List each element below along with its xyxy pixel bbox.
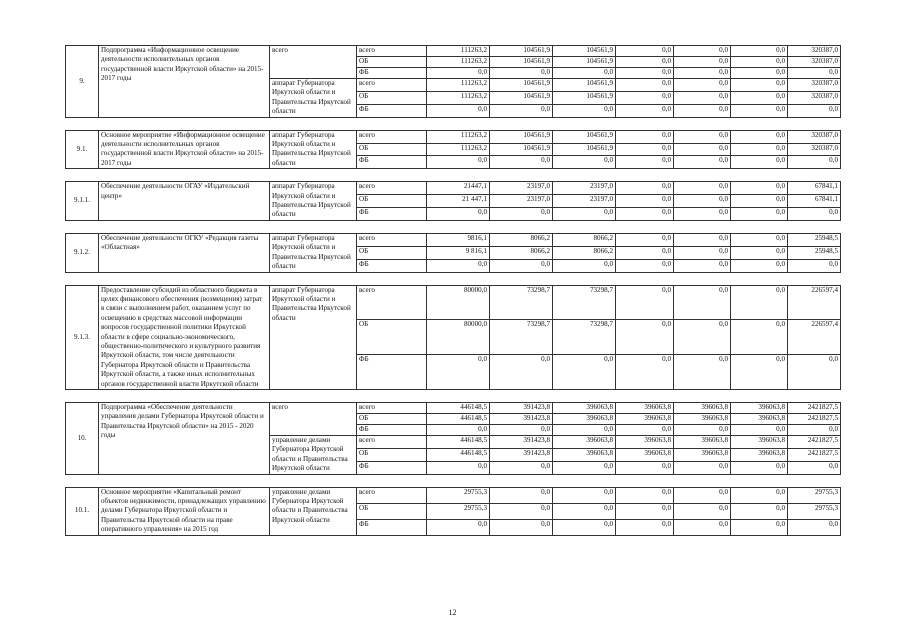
value-cell: 391423,8 (490, 413, 553, 424)
value-cell: 0,0 (731, 57, 788, 68)
value-cell: 0,0 (616, 461, 674, 474)
value-cell: 0,0 (490, 68, 553, 79)
value-cell: 0,0 (788, 104, 841, 117)
value-cell: 0,0 (616, 68, 674, 79)
value-cell: 0,0 (674, 355, 731, 390)
value-cell: 0,0 (490, 156, 553, 169)
separator-cell (66, 117, 841, 130)
value-cell: 0,0 (616, 208, 674, 221)
executor-cell: всего (270, 46, 357, 79)
value-cell: 0,0 (674, 57, 731, 68)
value-cell: 0,0 (616, 320, 674, 355)
value-cell: 0,0 (731, 233, 788, 246)
value-cell: 446148,5 (427, 413, 490, 424)
value-cell: 0,0 (731, 246, 788, 259)
value-cell: 320387,0 (788, 91, 841, 104)
value-cell: 0,0 (616, 57, 674, 68)
program-name: Подпрограмма «Обеспечение деятельности управления делами Губернатора Иркутской области и Правительства Иркутской области» на 2015 - 2020 годы (99, 402, 270, 474)
value-cell: 0,0 (553, 104, 616, 117)
value-cell: 0,0 (674, 91, 731, 104)
funding-source-cell: всего (357, 402, 427, 413)
funding-source-cell: всего (357, 285, 427, 320)
executor-cell: всего (270, 402, 357, 435)
value-cell: 396063,8 (731, 402, 788, 413)
value-cell: 0,0 (731, 143, 788, 156)
value-cell: 0,0 (490, 208, 553, 221)
funding-source-cell: ОБ (357, 143, 427, 156)
value-cell: 0,0 (674, 487, 731, 503)
executor-cell: аппарат Губернатора Иркутской области и Правительства Иркутской области (270, 182, 357, 221)
program-name: Основное мероприятие «Капитальный ремонт объектов недвижимости, принадлежащих управлению делами Губернатора Иркутской области и Правительства Иркутской области на праве оперативного управления» на 2015 год (99, 487, 270, 535)
value-cell: 0,0 (616, 195, 674, 208)
value-cell: 80000,0 (427, 320, 490, 355)
value-cell: 104561,9 (490, 79, 553, 92)
value-cell: 0,0 (553, 156, 616, 169)
value-cell: 8066,2 (553, 233, 616, 246)
value-cell: 0,0 (731, 130, 788, 143)
value-cell: 0,0 (731, 355, 788, 390)
value-cell: 0,0 (731, 259, 788, 272)
separator-cell (66, 474, 841, 487)
value-cell: 0,0 (731, 79, 788, 92)
value-cell: 0,0 (616, 156, 674, 169)
value-cell: 2421827,5 (788, 448, 841, 461)
value-cell: 0,0 (427, 104, 490, 117)
value-cell: 226597,4 (788, 285, 841, 320)
value-cell: 104561,9 (553, 46, 616, 57)
value-cell: 111263,2 (427, 130, 490, 143)
program-name: Обеспечение деятельности ОГАУ «Издательский центр» (99, 182, 270, 221)
value-cell: 320387,0 (788, 46, 841, 57)
funding-source-cell: ФБ (357, 519, 427, 535)
value-cell: 67841,1 (788, 182, 841, 195)
value-cell: 23197,0 (490, 195, 553, 208)
value-cell: 0,0 (616, 143, 674, 156)
value-cell: 0,0 (553, 487, 616, 503)
row-number: 9.1.3. (66, 285, 99, 389)
value-cell: 0,0 (674, 143, 731, 156)
table-row (66, 285, 841, 320)
funding-source-cell: ФБ (357, 156, 427, 169)
value-cell: 396063,8 (674, 448, 731, 461)
executor-cell: управление делами Губернатора Иркутской области и Правительства Иркутской области (270, 435, 357, 474)
table-row (66, 402, 841, 413)
value-cell: 104561,9 (490, 130, 553, 143)
funding-source-cell: ФБ (357, 104, 427, 117)
funding-source-cell: ФБ (357, 68, 427, 79)
value-cell: 104561,9 (490, 57, 553, 68)
value-cell: 0,0 (490, 424, 553, 435)
value-cell: 8066,2 (553, 246, 616, 259)
value-cell: 0,0 (731, 461, 788, 474)
value-cell: 0,0 (788, 424, 841, 435)
value-cell: 0,0 (616, 246, 674, 259)
executor-cell: аппарат Губернатора Иркутской области и Правительства Иркутской области (270, 79, 357, 118)
funding-source-cell: ФБ (357, 355, 427, 390)
value-cell: 0,0 (674, 320, 731, 355)
value-cell: 0,0 (674, 519, 731, 535)
value-cell: 0,0 (788, 208, 841, 221)
value-cell: 0,0 (616, 104, 674, 117)
value-cell: 29755,3 (427, 487, 490, 503)
value-cell: 0,0 (553, 208, 616, 221)
value-cell: 0,0 (731, 195, 788, 208)
row-separator (66, 272, 841, 285)
executor-cell: аппарат Губернатора Иркутской области и Правительства Иркутской области (270, 233, 357, 272)
value-cell: 0,0 (674, 259, 731, 272)
value-cell: 0,0 (674, 246, 731, 259)
value-cell: 396063,8 (616, 402, 674, 413)
value-cell: 0,0 (788, 519, 841, 535)
value-cell: 0,0 (427, 156, 490, 169)
value-cell: 0,0 (616, 91, 674, 104)
value-cell: 0,0 (427, 208, 490, 221)
funding-source-cell: всего (357, 435, 427, 448)
value-cell: 396063,8 (674, 402, 731, 413)
row-separator (66, 474, 841, 487)
value-cell: 0,0 (674, 79, 731, 92)
separator-cell (66, 272, 841, 285)
value-cell: 21 447,1 (427, 195, 490, 208)
value-cell: 23197,0 (490, 182, 553, 195)
value-cell: 0,0 (490, 104, 553, 117)
row-number: 9.1.1. (66, 182, 99, 221)
value-cell: 0,0 (788, 355, 841, 390)
funding-source-cell: ОБ (357, 246, 427, 259)
value-cell: 0,0 (616, 130, 674, 143)
value-cell: 0,0 (616, 259, 674, 272)
value-cell: 111263,2 (427, 46, 490, 57)
value-cell: 396063,8 (553, 402, 616, 413)
value-cell: 0,0 (674, 461, 731, 474)
value-cell: 104561,9 (553, 130, 616, 143)
value-cell: 0,0 (731, 208, 788, 221)
value-cell: 9 816,1 (427, 246, 490, 259)
value-cell: 446148,5 (427, 448, 490, 461)
value-cell: 0,0 (490, 519, 553, 535)
value-cell: 29755,3 (788, 487, 841, 503)
program-name: Основное мероприятие «Информационное освещение деятельности исполнительных органов государственной власти Иркутской области» на 2015-2017 годы (99, 130, 270, 169)
value-cell: 0,0 (788, 259, 841, 272)
funding-source-cell: всего (357, 487, 427, 503)
value-cell: 111263,2 (427, 79, 490, 92)
table-body (66, 46, 841, 536)
value-cell: 0,0 (490, 461, 553, 474)
value-cell: 396063,8 (553, 435, 616, 448)
value-cell: 396063,8 (674, 435, 731, 448)
value-cell: 0,0 (731, 320, 788, 355)
value-cell: 396063,8 (674, 413, 731, 424)
value-cell: 104561,9 (490, 46, 553, 57)
value-cell: 0,0 (788, 68, 841, 79)
row-separator (66, 389, 841, 402)
value-cell: 396063,8 (731, 448, 788, 461)
value-cell: 23197,0 (553, 182, 616, 195)
value-cell: 0,0 (427, 355, 490, 390)
funding-source-cell: всего (357, 233, 427, 246)
funding-source-cell: ОБ (357, 91, 427, 104)
value-cell: 0,0 (788, 156, 841, 169)
value-cell: 2421827,5 (788, 435, 841, 448)
value-cell: 0,0 (731, 91, 788, 104)
value-cell: 0,0 (731, 104, 788, 117)
funding-source-cell: ОБ (357, 195, 427, 208)
value-cell: 0,0 (674, 195, 731, 208)
separator-cell (66, 220, 841, 233)
value-cell: 396063,8 (731, 435, 788, 448)
row-separator (66, 117, 841, 130)
separator-cell (66, 389, 841, 402)
row-separator (66, 169, 841, 182)
value-cell: 80000,0 (427, 285, 490, 320)
executor-cell: аппарат Губернатора Иркутской области и Правительства Иркутской области (270, 285, 357, 389)
value-cell: 104561,9 (553, 143, 616, 156)
funding-source-cell: ОБ (357, 320, 427, 355)
value-cell: 0,0 (553, 503, 616, 519)
value-cell: 0,0 (674, 208, 731, 221)
value-cell: 226597,4 (788, 320, 841, 355)
value-cell: 104561,9 (553, 79, 616, 92)
value-cell: 0,0 (616, 519, 674, 535)
value-cell: 0,0 (731, 503, 788, 519)
value-cell: 0,0 (616, 233, 674, 246)
value-cell: 73298,7 (553, 285, 616, 320)
value-cell: 111263,2 (427, 57, 490, 68)
value-cell: 320387,0 (788, 79, 841, 92)
funding-source-cell: ФБ (357, 259, 427, 272)
value-cell: 0,0 (616, 46, 674, 57)
executor-cell: аппарат Губернатора Иркутской области и Правительства Иркутской области (270, 130, 357, 169)
row-number: 10. (66, 402, 99, 474)
value-cell: 0,0 (427, 68, 490, 79)
value-cell: 0,0 (731, 156, 788, 169)
value-cell: 446148,5 (427, 435, 490, 448)
value-cell: 391423,8 (490, 448, 553, 461)
table-row (66, 487, 841, 503)
value-cell: 0,0 (553, 424, 616, 435)
value-cell: 0,0 (553, 259, 616, 272)
value-cell: 0,0 (674, 503, 731, 519)
value-cell: 396063,8 (616, 448, 674, 461)
funding-source-cell: ОБ (357, 503, 427, 519)
value-cell: 25948,5 (788, 246, 841, 259)
value-cell: 73298,7 (490, 285, 553, 320)
value-cell: 8066,2 (490, 246, 553, 259)
value-cell: 0,0 (490, 355, 553, 390)
value-cell: 73298,7 (490, 320, 553, 355)
value-cell: 0,0 (674, 130, 731, 143)
executor-cell: управление делами Губернатора Иркутской области и Правительства Иркутской области (270, 487, 357, 535)
value-cell: 0,0 (616, 79, 674, 92)
value-cell: 0,0 (731, 424, 788, 435)
value-cell: 0,0 (616, 355, 674, 390)
funding-source-cell: ОБ (357, 413, 427, 424)
value-cell: 104561,9 (553, 91, 616, 104)
funding-source-cell: ОБ (357, 57, 427, 68)
program-name: Обеспечение деятельности ОГКУ «Редакция газеты «Областная» (99, 233, 270, 272)
value-cell: 0,0 (616, 424, 674, 435)
table-row (66, 182, 841, 195)
value-cell: 0,0 (616, 182, 674, 195)
value-cell: 446148,5 (427, 402, 490, 413)
value-cell: 0,0 (427, 424, 490, 435)
value-cell: 0,0 (490, 259, 553, 272)
row-number: 9. (66, 46, 99, 118)
row-separator (66, 220, 841, 233)
value-cell: 0,0 (553, 519, 616, 535)
value-cell: 0,0 (731, 68, 788, 79)
value-cell: 320387,0 (788, 57, 841, 68)
value-cell: 0,0 (427, 519, 490, 535)
value-cell: 104561,9 (490, 91, 553, 104)
row-number: 9.1. (66, 130, 99, 169)
value-cell: 2421827,5 (788, 413, 841, 424)
value-cell: 73298,7 (553, 320, 616, 355)
program-name: Подпрограмма «Информационное освещение деятельности исполнительных органов государственной власти Иркутской области» на 2015-2017 годы (99, 46, 270, 118)
value-cell: 0,0 (427, 259, 490, 272)
value-cell: 0,0 (553, 355, 616, 390)
funding-source-cell: ОБ (357, 448, 427, 461)
value-cell: 0,0 (788, 461, 841, 474)
value-cell: 0,0 (616, 503, 674, 519)
value-cell: 391423,8 (490, 435, 553, 448)
value-cell: 0,0 (553, 68, 616, 79)
value-cell: 396063,8 (553, 413, 616, 424)
funding-source-cell: ФБ (357, 208, 427, 221)
value-cell: 2421827,5 (788, 402, 841, 413)
value-cell: 104561,9 (553, 57, 616, 68)
value-cell: 0,0 (616, 285, 674, 320)
value-cell: 0,0 (731, 182, 788, 195)
value-cell: 0,0 (490, 503, 553, 519)
value-cell: 67841,1 (788, 195, 841, 208)
value-cell: 0,0 (674, 424, 731, 435)
value-cell: 396063,8 (731, 413, 788, 424)
value-cell: 320387,0 (788, 130, 841, 143)
funding-source-cell: ФБ (357, 461, 427, 474)
funding-source-cell: всего (357, 182, 427, 195)
value-cell: 0,0 (674, 46, 731, 57)
table-row (66, 233, 841, 246)
value-cell: 0,0 (674, 156, 731, 169)
value-cell: 104561,9 (490, 143, 553, 156)
value-cell: 29755,3 (427, 503, 490, 519)
value-cell: 0,0 (674, 104, 731, 117)
table-row (66, 46, 841, 57)
value-cell: 396063,8 (616, 435, 674, 448)
value-cell: 396063,8 (616, 413, 674, 424)
value-cell: 0,0 (674, 233, 731, 246)
value-cell: 320387,0 (788, 143, 841, 156)
row-number: 10.1. (66, 487, 99, 535)
value-cell: 0,0 (427, 461, 490, 474)
value-cell: 0,0 (674, 285, 731, 320)
value-cell: 0,0 (490, 487, 553, 503)
value-cell: 29755,3 (788, 503, 841, 519)
value-cell: 25948,5 (788, 233, 841, 246)
value-cell: 396063,8 (553, 448, 616, 461)
value-cell: 111263,2 (427, 91, 490, 104)
value-cell: 0,0 (731, 519, 788, 535)
budget-table-sheet (65, 45, 840, 536)
separator-cell (66, 169, 841, 182)
value-cell: 0,0 (674, 68, 731, 79)
funding-source-cell: всего (357, 46, 427, 57)
value-cell: 0,0 (616, 487, 674, 503)
program-name: Предоставление субсидий из областного бюджета в целях финансового обеспечения (возмещения) затрат в связи с выполнением работ, оказанием услуг по освещению в средствах массовой информации вопросов государственной политики Иркутской области в сфере социально-экономического, общественно-политического и культурного развития Иркутской области, том числе деятельности Губернатора Иркутской области и Правительства Иркутской области, а также иных исполнительных органов государственной власти Иркутской области (99, 285, 270, 389)
value-cell: 0,0 (731, 285, 788, 320)
value-cell: 8066,2 (490, 233, 553, 246)
funding-source-cell: ФБ (357, 424, 427, 435)
funding-source-cell: всего (357, 79, 427, 92)
funding-source-cell: всего (357, 130, 427, 143)
row-number: 9.1.2. (66, 233, 99, 272)
table-row (66, 130, 841, 143)
value-cell: 21447,1 (427, 182, 490, 195)
value-cell: 0,0 (553, 461, 616, 474)
value-cell: 9816,1 (427, 233, 490, 246)
value-cell: 0,0 (674, 182, 731, 195)
value-cell: 0,0 (731, 487, 788, 503)
budget-table (65, 45, 841, 536)
value-cell: 111263,2 (427, 143, 490, 156)
page-number: 12 (448, 608, 457, 617)
value-cell: 0,0 (731, 46, 788, 57)
value-cell: 391423,8 (490, 402, 553, 413)
value-cell: 23197,0 (553, 195, 616, 208)
